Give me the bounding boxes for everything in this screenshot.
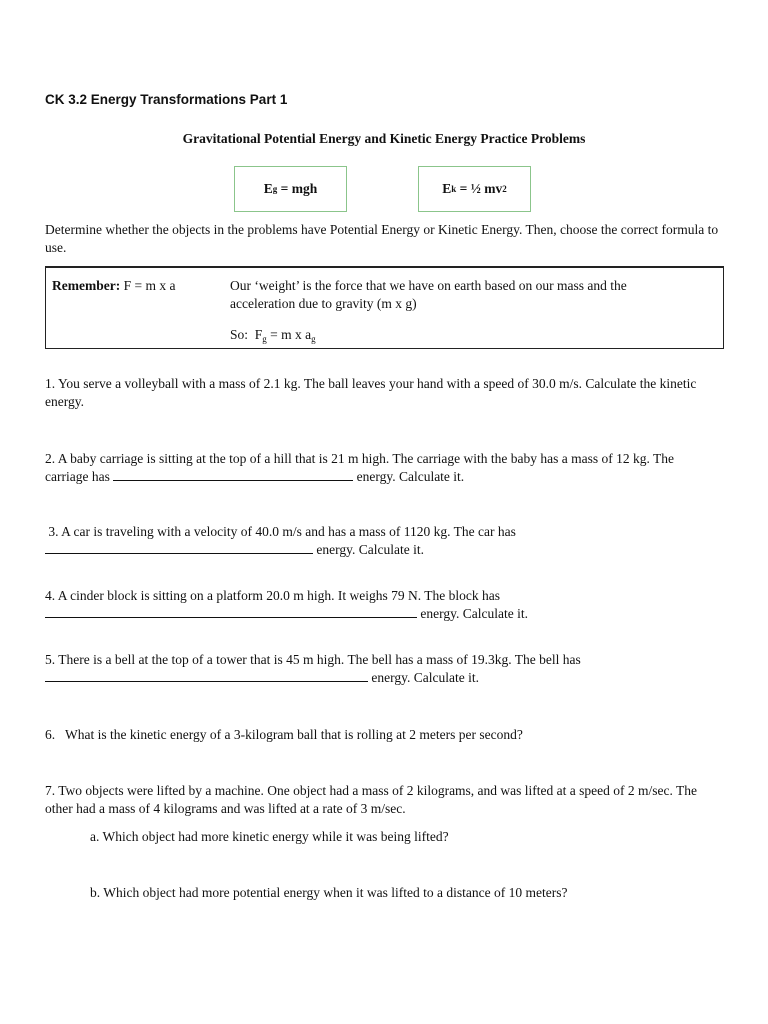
question-4 (45, 587, 720, 623)
question-5-text: 5. There is a bell at the top of a tower that is 45 m high. The bell has a mass of 19.3kg. The bell has (45, 652, 581, 667)
question-3-text: 3. A car is traveling with a velocity of 40.0 m/s and has a mass of 1120 kg. The car has (45, 524, 516, 539)
so-middle: = m x a (266, 327, 312, 342)
question-4-text: 4. A cinder block is sitting on a platform 20.0 m high. It weighs 79 N. The block has (45, 588, 500, 603)
kinetic-energy-formula-box: E k = ½ mv 2 (418, 166, 531, 212)
formula-ek-symbol: E (442, 181, 452, 196)
remember-label: Remember: (52, 278, 121, 293)
question-7b: b. Which object had more potential energy when it was lifted to a distance of 10 meters? (90, 885, 568, 900)
remember-formula: F = m x a (120, 278, 176, 293)
answer-blank (45, 669, 368, 682)
remember-weight-explanation: Our ‘weight’ is the force that we have on earth based on our mass and the acceleration due to gravity (m x g) (230, 278, 627, 311)
question-6: 6. What is the kinetic energy of a 3-kilogram ball that is rolling at 2 meters per second? (45, 727, 523, 742)
question-1: 1. You serve a volleyball with a mass of 2.1 kg. The ball leaves your hand with a speed of 30.0 m/s. Calculate the kinetic energy. (45, 376, 697, 409)
formula-ek-rest: = ½ mv (456, 181, 503, 196)
instructions-paragraph: Determine whether the objects in the problems have Potential Energy or Kinetic Energy. Then, choose the correct formula to use. (45, 222, 719, 255)
worksheet-subtitle: Gravitational Potential Energy and Kinetic Energy Practice Problems (182, 131, 586, 146)
so-subscript-g: g (262, 334, 267, 344)
remember-weight-formula (230, 326, 316, 344)
question-5 (45, 651, 720, 687)
answer-blank (45, 605, 417, 618)
question-7: 7. Two objects were lifted by a machine. One object had a mass of 2 kilograms, and was lifted at a speed of 2 m/sec. The other had a mass of 4 kilograms and was lifted at a rate of 3 m/sec. (45, 783, 697, 816)
question-2 (45, 450, 720, 486)
answer-blank (113, 468, 353, 481)
document-title: CK 3.2 Energy Transformations Part 1 (45, 92, 288, 107)
remember-label-line (52, 277, 175, 295)
question-2-text: 2. A baby carriage is sitting at the top of a hill that is 21 m high. The carriage with the baby has a mass of 12 kg. The carriage has (45, 451, 678, 484)
question-3 (45, 523, 720, 559)
question-2-suffix: energy. Calculate it. (353, 469, 465, 484)
question-7a: a. Which object had more kinetic energy while it was being lifted? (90, 829, 449, 844)
question-4-suffix: energy. Calculate it. (417, 606, 528, 621)
question-3-suffix: energy. Calculate it. (313, 542, 424, 557)
potential-energy-formula-box: E g = mgh (234, 166, 347, 212)
formula-eg-symbol: E (263, 181, 273, 196)
formula-eg-rest: = mgh (277, 181, 318, 196)
so-prefix: So: F (230, 327, 263, 342)
so-subscript-ag: g (311, 334, 316, 344)
answer-blank (45, 541, 313, 554)
question-5-suffix: energy. Calculate it. (368, 670, 479, 685)
remember-note-box (45, 266, 724, 349)
